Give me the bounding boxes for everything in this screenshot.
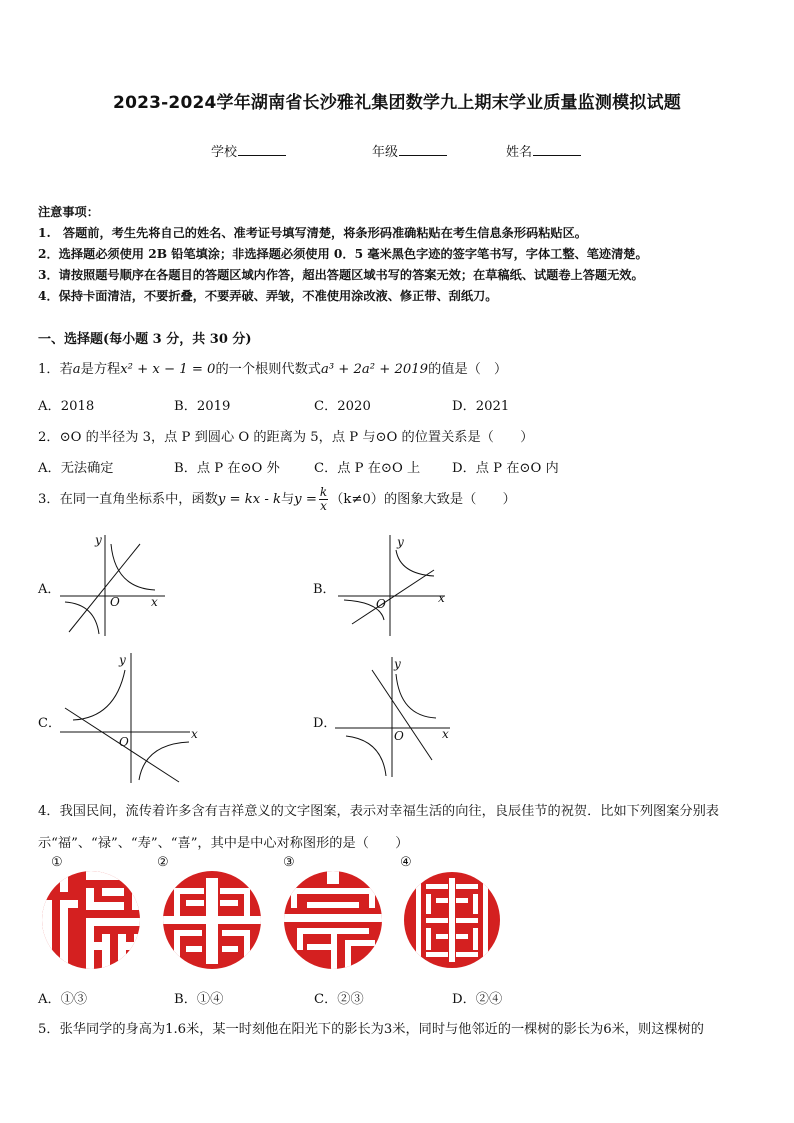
q3-condition: （k≠0） — [330, 492, 384, 507]
section-heading: 一、选择题(每小题 3 分，共 30 分) — [38, 332, 252, 347]
hyperbola-branch — [111, 544, 155, 590]
hyperbola-branch — [346, 736, 386, 776]
question-1 — [38, 358, 507, 377]
x-axis-label: x — [438, 591, 445, 605]
notes-heading: 注意事项： — [38, 205, 99, 219]
option-a[interactable]: A．①③ — [38, 992, 88, 1007]
q2-options — [38, 457, 758, 477]
q1-prefix: 1．若 — [38, 362, 73, 377]
fu-emblem-icon[interactable] — [38, 870, 144, 970]
q4-options — [38, 988, 758, 1008]
question-4-line-1: 4．我国民间，流传着许多含有吉祥意义的文字图案，表示对幸福生活的向往，良辰佳节的祝贺．比如下列图案分别表 — [38, 804, 719, 819]
note-item: 1. 答题前，考生先将自己的姓名、准考证号填写清楚，将条形码准确粘贴在考生信息条形码粘贴区。 — [38, 226, 587, 240]
graph-label-d[interactable]: D． — [313, 716, 337, 731]
y-axis-label: y — [397, 535, 404, 549]
emblem-number: ④ — [400, 855, 412, 870]
q3-function-2-lhs: y = — [294, 492, 317, 507]
question-4-line-2: 示“福”、“禄”、“寿”、“喜”，其中是中心对称图形的是（ ） — [38, 836, 409, 851]
option-b[interactable]: B．①④ — [174, 992, 224, 1007]
hyperbola-branch — [396, 674, 436, 718]
page-title: 2023-2024学年湖南省长沙雅礼集团数学九上期末学业质量监测模拟试题 — [113, 93, 681, 113]
q1-expression: a³ + 2a² + 2019 — [320, 362, 429, 377]
q3-fraction — [319, 486, 328, 513]
option-b[interactable]: B．点 P 在⊙O 外 — [174, 461, 280, 476]
q3-mid: 与 — [280, 492, 295, 507]
y-axis-label: y — [119, 653, 126, 667]
q1-suffix: 的值是（ ） — [428, 362, 508, 377]
x-axis-label: x — [442, 727, 449, 741]
fraction-denominator: x — [320, 499, 327, 513]
graph-b[interactable] — [330, 530, 460, 640]
option-c[interactable]: C．②③ — [314, 992, 364, 1007]
emblem-number: ① — [51, 855, 63, 870]
student-info-fields — [0, 141, 794, 161]
note-item: 3．请按照题号顺序在各题目的答题区域内作答，超出答题区域书写的答案无效；在草稿纸、试题卷上答题无效。 — [38, 268, 644, 282]
name-label: 姓名 — [506, 145, 533, 160]
origin-label: O — [110, 595, 120, 609]
school-blank[interactable] — [238, 143, 286, 156]
x-axis-label: x — [191, 727, 198, 741]
grade-field[interactable] — [372, 141, 447, 160]
graph-c[interactable] — [55, 648, 205, 788]
graph-label-c[interactable]: C． — [38, 716, 61, 731]
origin-label: O — [376, 597, 386, 611]
shou-emblem-icon[interactable] — [281, 870, 385, 970]
note-item: 4．保持卡面清洁，不要折叠，不要弄破、弄皱，不准使用涂改液、修正带、刮纸刀。 — [38, 289, 498, 303]
option-d[interactable]: D．②④ — [452, 992, 503, 1007]
origin-label: O — [119, 735, 129, 749]
q1-equation: x² + x − 1 = 0 — [120, 362, 216, 377]
option-b[interactable]: B．2019 — [174, 399, 231, 414]
graph-label-a[interactable]: A． — [38, 582, 61, 597]
q1-mid2: 的一个根则代数式 — [215, 362, 321, 377]
xi-emblem-icon[interactable] — [402, 870, 502, 970]
note-item: 2．选择题必须使用 2B 铅笔填涂；非选择题必须使用 0．5 毫米黑色字迹的签字笔书写，字体工整、笔迹清楚。 — [38, 247, 648, 261]
school-field[interactable] — [211, 141, 286, 160]
x-axis-label: x — [151, 595, 158, 609]
q1-options — [38, 395, 758, 415]
fraction-numerator: k — [319, 485, 328, 499]
question-5: 5．张华同学的身高为1.6米，某一时刻他在阳光下的影长为3米，同时与他邻近的一棵树的影长为6米，则这棵树的 — [38, 1022, 704, 1037]
q3-function-1: y = kx - k — [217, 492, 281, 507]
q1-var: a — [72, 362, 81, 377]
hyperbola-branch — [139, 742, 189, 780]
q1-mid: 是方程 — [80, 362, 121, 377]
option-a[interactable]: A．2018 — [38, 399, 95, 414]
school-label: 学校 — [211, 145, 238, 160]
grade-label: 年级 — [372, 145, 399, 160]
q3-prefix: 3．在同一直角坐标系中，函数 — [38, 492, 218, 507]
y-axis-label: y — [394, 657, 401, 671]
origin-label: O — [394, 729, 404, 743]
option-d[interactable]: D．2021 — [452, 399, 510, 414]
option-c[interactable]: C．点 P 在⊙O 上 — [314, 461, 421, 476]
q3-suffix: 的图象大致是（ ） — [383, 492, 516, 507]
graph-a[interactable] — [55, 530, 185, 640]
linear-function — [352, 570, 434, 624]
option-c[interactable]: C．2020 — [314, 399, 371, 414]
emblem-number: ② — [157, 855, 169, 870]
name-blank[interactable] — [533, 143, 581, 156]
lu-emblem-icon[interactable] — [160, 870, 264, 970]
question-3 — [38, 486, 516, 513]
graph-d[interactable] — [330, 652, 460, 782]
hyperbola-branch — [73, 670, 125, 720]
linear-function — [372, 670, 432, 760]
notes-block — [38, 202, 648, 307]
option-a[interactable]: A．无法确定 — [38, 461, 114, 476]
question-2: 2．⊙O 的半径为 3，点 P 到圆心 O 的距离为 5，点 P 与⊙O 的位置关系是（ ） — [38, 430, 534, 445]
graph-label-b[interactable]: B． — [313, 582, 336, 597]
option-d[interactable]: D．点 P 在⊙O 内 — [452, 461, 559, 476]
y-axis-label: y — [95, 533, 102, 547]
grade-blank[interactable] — [399, 143, 447, 156]
hyperbola-branch — [396, 550, 434, 576]
name-field[interactable] — [506, 141, 581, 160]
emblem-number: ③ — [283, 855, 295, 870]
hyperbola-branch — [65, 602, 99, 634]
